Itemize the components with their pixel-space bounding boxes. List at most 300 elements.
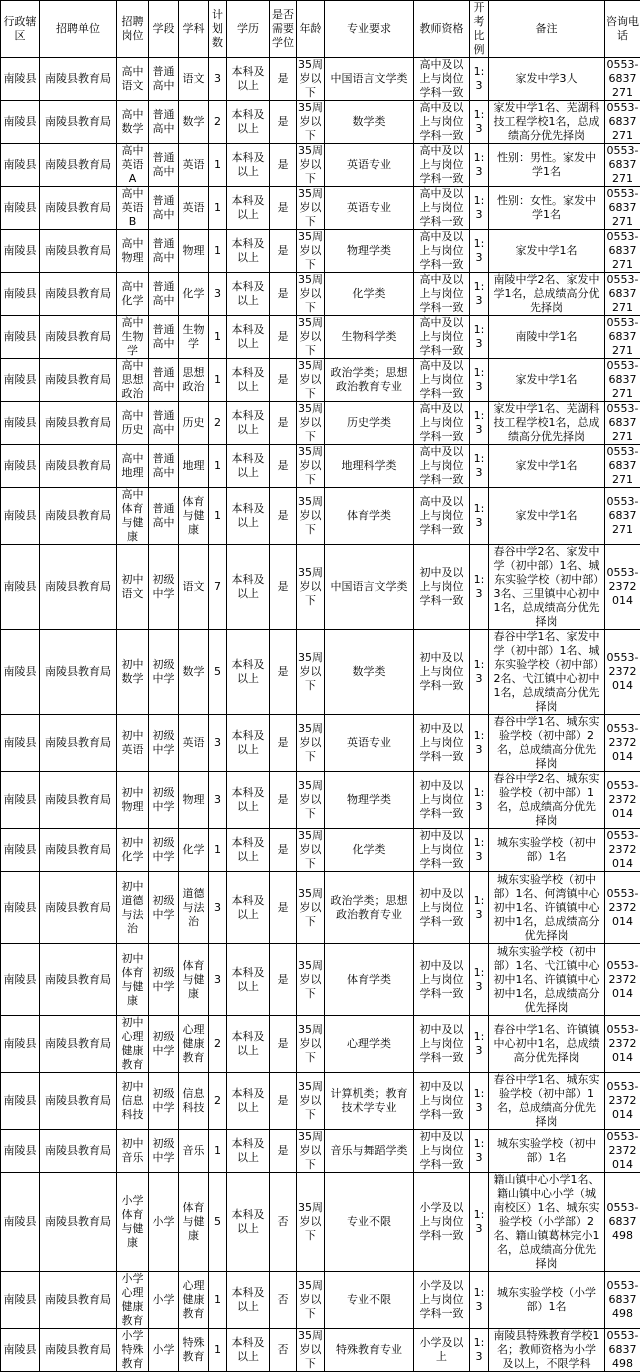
table-cell: 历史 (179, 402, 209, 445)
table-cell: 1:3 (470, 488, 489, 545)
table-cell: 35周岁以下 (297, 144, 325, 187)
table-cell: 南陵县 (1, 829, 40, 872)
table-cell: 1:3 (470, 1016, 489, 1073)
table-cell: 春谷中学2名、城东实验学校（初中部）1名，总成绩高分优先择岗 (489, 772, 605, 829)
table-cell: 35周岁以下 (297, 1016, 325, 1073)
table-cell: 南陵县 (1, 316, 40, 359)
table-cell: 高中语文 (117, 58, 149, 101)
table-cell: 地理 (179, 445, 209, 488)
table-cell: 是 (270, 1016, 297, 1073)
table-cell: 1:3 (470, 1329, 489, 1372)
table-cell: 初中物理 (117, 772, 149, 829)
table-cell: 初级中学 (149, 545, 179, 630)
table-cell: 普通高中 (149, 58, 179, 101)
table-cell: 南陵县 (1, 1272, 40, 1329)
header-cell: 教师资格 (414, 1, 470, 58)
table-cell: 数学 (179, 630, 209, 715)
table-row (1, 715, 640, 772)
table-cell: 1:3 (470, 144, 489, 187)
table-cell: 是 (270, 1130, 297, 1173)
table-cell: 本科及以上 (227, 1073, 270, 1130)
table-cell: 0553-6837271 (605, 316, 640, 359)
table-cell: 地理科学类 (325, 445, 414, 488)
table-cell: 1:3 (470, 187, 489, 230)
table-cell: 是 (270, 230, 297, 273)
table-cell: 1 (209, 187, 227, 230)
table-cell: 本科及以上 (227, 359, 270, 402)
table-cell: 心理健康教育 (179, 1016, 209, 1073)
table-cell: 35周岁以下 (297, 1272, 325, 1329)
table-cell: 音乐与舞蹈学类 (325, 1130, 414, 1173)
header-cell: 专业要求 (325, 1, 414, 58)
table-cell: 0553-6837271 (605, 273, 640, 316)
table-cell: 0553-6837271 (605, 402, 640, 445)
table-cell: 1:3 (470, 772, 489, 829)
table-cell: 35周岁以下 (297, 101, 325, 144)
table-cell: 春谷中学1名、城东实验学校（初中部）2名，总成绩高分优先择岗 (489, 715, 605, 772)
table-cell: 高中及以上与岗位学科一致 (414, 445, 470, 488)
table-cell: 1:3 (470, 1173, 489, 1272)
table-cell: 高中英语B (117, 187, 149, 230)
table-cell: 1:3 (470, 402, 489, 445)
table-cell: 1:3 (470, 630, 489, 715)
table-cell: 2 (209, 101, 227, 144)
table-cell: 0553-2372014 (605, 1016, 640, 1073)
table-cell: 5 (209, 1173, 227, 1272)
table-cell: 35周岁以下 (297, 715, 325, 772)
table-cell: 高中及以上与岗位学科一致 (414, 144, 470, 187)
table-cell: 专业不限 (325, 1272, 414, 1329)
table-cell: 0553-6837498 (605, 1173, 640, 1272)
table-cell: 是 (270, 488, 297, 545)
table-cell: 南陵县教育局 (40, 1016, 117, 1073)
table-cell: 初中音乐 (117, 1130, 149, 1173)
table-cell: 城东实验学校（初中部）1名、何湾镇中心初中1名、许镇镇中心初中1名，总成绩高分优先择岗 (489, 872, 605, 944)
table-cell: 南陵县教育局 (40, 359, 117, 402)
table-cell: 是 (270, 545, 297, 630)
table-cell: 南陵县教育局 (40, 772, 117, 829)
table-cell: 化学类 (325, 273, 414, 316)
table-cell: 生物学 (179, 316, 209, 359)
table-cell: 2 (209, 402, 227, 445)
table-cell: 春谷中学2名、家发中学（初中部）1名、城东实验学校（初中部）3名、三里镇中心初中1名，总成绩高分优先择岗 (489, 545, 605, 630)
table-cell: 南陵县教育局 (40, 187, 117, 230)
table-cell: 数学类 (325, 101, 414, 144)
table-row (1, 944, 640, 1016)
table-cell: 是 (270, 316, 297, 359)
table-cell: 35周岁以下 (297, 359, 325, 402)
table-cell: 物理 (179, 230, 209, 273)
table-cell: 1 (209, 829, 227, 872)
table-cell: 初中及以上与岗位学科一致 (414, 944, 470, 1016)
table-cell: 初中数学 (117, 630, 149, 715)
table-cell: 南陵县教育局 (40, 872, 117, 944)
table-cell: 初级中学 (149, 630, 179, 715)
table-row (1, 772, 640, 829)
table-row (1, 630, 640, 715)
table-cell: 南陵县 (1, 944, 40, 1016)
table-cell: 数学类 (325, 630, 414, 715)
table-cell: 高中及以上与岗位学科一致 (414, 230, 470, 273)
table-cell: 高中及以上与岗位学科一致 (414, 101, 470, 144)
table-cell: 1:3 (470, 1272, 489, 1329)
table-cell: 初中道德与法治 (117, 872, 149, 944)
table-cell: 南陵县 (1, 58, 40, 101)
table-cell: 生物科学类 (325, 316, 414, 359)
table-cell: 本科及以上 (227, 1173, 270, 1272)
table-cell: 南陵县 (1, 402, 40, 445)
table-cell: 道德与法治 (179, 872, 209, 944)
table-cell: 0553-6837271 (605, 144, 640, 187)
table-cell: 英语 (179, 715, 209, 772)
header-cell: 开考比例 (470, 1, 489, 58)
table-cell: 1:3 (470, 1130, 489, 1173)
table-cell: 0553-2372014 (605, 630, 640, 715)
table-cell: 政治学类；思想政治教育专业 (325, 872, 414, 944)
table-cell: 南陵县 (1, 1130, 40, 1173)
table-cell: 0553-2372014 (605, 872, 640, 944)
table-cell: 英语专业 (325, 715, 414, 772)
table-cell: 1 (209, 359, 227, 402)
table-cell: 35周岁以下 (297, 1173, 325, 1272)
table-cell: 1 (209, 488, 227, 545)
table-cell: 是 (270, 630, 297, 715)
table-cell: 南陵县教育局 (40, 402, 117, 445)
table-cell: 英语 (179, 144, 209, 187)
table-cell: 35周岁以下 (297, 1130, 325, 1173)
table-row (1, 1073, 640, 1130)
table-cell: 南陵县教育局 (40, 273, 117, 316)
table-cell: 心理学类 (325, 1016, 414, 1073)
table-cell: 高中生物学 (117, 316, 149, 359)
table-cell: 初级中学 (149, 944, 179, 1016)
table-cell: 是 (270, 402, 297, 445)
table-cell: 35周岁以下 (297, 445, 325, 488)
table-cell: 初中体育与健康 (117, 944, 149, 1016)
table-cell: 本科及以上 (227, 230, 270, 273)
header-cell: 咨询电话 (605, 1, 640, 58)
table-cell: 南陵县 (1, 230, 40, 273)
table-cell: 本科及以上 (227, 488, 270, 545)
table-cell: 初中信息科技 (117, 1073, 149, 1130)
table-cell: 初级中学 (149, 1016, 179, 1073)
table-cell: 1 (209, 445, 227, 488)
table-cell: 化学 (179, 273, 209, 316)
table-cell: 高中英语A (117, 144, 149, 187)
header-row (1, 1, 640, 58)
table-cell: 高中及以上与岗位学科一致 (414, 316, 470, 359)
table-row (1, 829, 640, 872)
header-cell: 计划数 (209, 1, 227, 58)
table-cell: 3 (209, 772, 227, 829)
table-cell: 0553-2372014 (605, 1130, 640, 1173)
table-cell: 0553-6837271 (605, 187, 640, 230)
table-cell: 家发中学1名 (489, 445, 605, 488)
table-cell: 本科及以上 (227, 273, 270, 316)
header-cell: 招聘岗位 (117, 1, 149, 58)
table-cell: 0553-6837271 (605, 359, 640, 402)
table-cell: 0553-6837498 (605, 1329, 640, 1372)
table-cell: 南陵县教育局 (40, 101, 117, 144)
table-cell: 是 (270, 1073, 297, 1130)
table-cell: 初级中学 (149, 872, 179, 944)
table-cell: 计算机类；教育技术学专业 (325, 1073, 414, 1130)
table-cell: 3 (209, 872, 227, 944)
table-cell: 语文 (179, 58, 209, 101)
table-cell: 音乐 (179, 1130, 209, 1173)
table-cell: 初中及以上与岗位学科一致 (414, 872, 470, 944)
table-cell: 初中及以上与岗位学科一致 (414, 1073, 470, 1130)
table-cell: 城东实验学校（小学部）1名 (489, 1272, 605, 1329)
table-cell: 体育与健康 (179, 488, 209, 545)
table-cell: 初级中学 (149, 1073, 179, 1130)
table-cell: 南陵县 (1, 101, 40, 144)
table-row (1, 144, 640, 187)
table-cell: 南陵县教育局 (40, 144, 117, 187)
table-cell: 高中历史 (117, 402, 149, 445)
table-cell: 心理健康教育 (179, 1272, 209, 1329)
table-row (1, 445, 640, 488)
table-row (1, 359, 640, 402)
table-cell: 小学特殊教育 (117, 1329, 149, 1372)
table-cell: 初中及以上与岗位学科一致 (414, 545, 470, 630)
table-cell: 2 (209, 1016, 227, 1073)
table-cell: 家发中学1名 (489, 488, 605, 545)
table-cell: 35周岁以下 (297, 230, 325, 273)
table-cell: 本科及以上 (227, 715, 270, 772)
table-cell: 35周岁以下 (297, 58, 325, 101)
table-cell: 0553-6837271 (605, 58, 640, 101)
table-cell: 是 (270, 715, 297, 772)
table-cell: 1:3 (470, 715, 489, 772)
table-cell: 是 (270, 829, 297, 872)
header-cell: 年龄 (297, 1, 325, 58)
table-cell: 南陵县 (1, 630, 40, 715)
table-cell: 0553-2372014 (605, 715, 640, 772)
table-cell: 南陵县教育局 (40, 1329, 117, 1372)
table-cell: 1:3 (470, 273, 489, 316)
table-cell: 3 (209, 944, 227, 1016)
table-cell: 高中体育与健康 (117, 488, 149, 545)
table-cell: 1:3 (470, 58, 489, 101)
table-cell: 本科及以上 (227, 1130, 270, 1173)
table-cell: 0553-2372014 (605, 829, 640, 872)
table-cell: 初中语文 (117, 545, 149, 630)
table-cell: 1 (209, 144, 227, 187)
table-cell: 是 (270, 944, 297, 1016)
table-cell: 0553-2372014 (605, 944, 640, 1016)
table-cell: 特殊教育 (179, 1329, 209, 1372)
table-cell: 1 (209, 1329, 227, 1372)
table-cell: 高中思想政治 (117, 359, 149, 402)
table-cell: 小学体育与健康 (117, 1173, 149, 1272)
table-cell: 家发中学1名 (489, 230, 605, 273)
table-cell: 35周岁以下 (297, 187, 325, 230)
table-cell: 是 (270, 445, 297, 488)
table-cell: 高中及以上与岗位学科一致 (414, 488, 470, 545)
table-cell: 物理 (179, 772, 209, 829)
table-row (1, 58, 640, 101)
table-cell: 南陵县 (1, 359, 40, 402)
table-cell: 本科及以上 (227, 1016, 270, 1073)
table-cell: 专业不限 (325, 1173, 414, 1272)
table-cell: 3 (209, 273, 227, 316)
table-cell: 初级中学 (149, 772, 179, 829)
table-cell: 南陵县教育局 (40, 630, 117, 715)
table-cell: 1:3 (470, 101, 489, 144)
table-cell: 春谷中学1名、家发中学（初中部）1名、城东实验学校（初中部）2名、弋江镇中心初中1名，总成绩高分优先择岗 (489, 630, 605, 715)
table-row (1, 316, 640, 359)
table-cell: 0553-6837271 (605, 445, 640, 488)
table-row (1, 273, 640, 316)
table-cell: 南陵县教育局 (40, 1173, 117, 1272)
table-cell: 普通高中 (149, 402, 179, 445)
table-cell: 35周岁以下 (297, 402, 325, 445)
table-cell: 南陵县 (1, 488, 40, 545)
table-cell: 初中及以上与岗位学科一致 (414, 1016, 470, 1073)
table-cell: 城东实验学校（初中部）1名 (489, 1130, 605, 1173)
table-cell: 本科及以上 (227, 445, 270, 488)
table-cell: 35周岁以下 (297, 488, 325, 545)
table-cell: 南陵县 (1, 772, 40, 829)
table-cell: 是 (270, 273, 297, 316)
table-row (1, 1329, 640, 1372)
table-cell: 体育学类 (325, 944, 414, 1016)
table-cell: 1:3 (470, 829, 489, 872)
table-cell: 南陵县 (1, 445, 40, 488)
table-cell: 中国语言文学类 (325, 58, 414, 101)
table-cell: 语文 (179, 545, 209, 630)
table-cell: 南陵县教育局 (40, 488, 117, 545)
table-cell: 3 (209, 58, 227, 101)
table-cell: 本科及以上 (227, 872, 270, 944)
table-cell: 普通高中 (149, 273, 179, 316)
table-cell: 本科及以上 (227, 58, 270, 101)
table-cell: 南陵县 (1, 1173, 40, 1272)
table-cell: 初中及以上与岗位学科一致 (414, 772, 470, 829)
table-cell: 是 (270, 187, 297, 230)
table-row (1, 1016, 640, 1073)
table-cell: 英语专业 (325, 187, 414, 230)
table-cell: 本科及以上 (227, 630, 270, 715)
table-cell: 南陵县教育局 (40, 545, 117, 630)
table-cell: 南陵县教育局 (40, 445, 117, 488)
table-cell: 南陵县 (1, 1016, 40, 1073)
table-row (1, 1272, 640, 1329)
table-cell: 本科及以上 (227, 144, 270, 187)
table-cell: 思想政治 (179, 359, 209, 402)
table-cell: 35周岁以下 (297, 630, 325, 715)
table-row (1, 1130, 640, 1173)
table-cell: 是 (270, 58, 297, 101)
table-cell: 本科及以上 (227, 1272, 270, 1329)
table-cell: 籍山镇中心小学1名、籍山镇中心小学（城南校区）1名、城东实验学校（小学部）2名、籍山镇葛林完小1名，总成绩高分优先择岗 (489, 1173, 605, 1272)
table-cell: 体育与健康 (179, 944, 209, 1016)
table-cell: 高中数学 (117, 101, 149, 144)
table-cell: 本科及以上 (227, 402, 270, 445)
table-cell: 家发中学1名 (489, 359, 605, 402)
table-cell: 35周岁以下 (297, 1073, 325, 1130)
table-cell: 是 (270, 144, 297, 187)
table-cell: 35周岁以下 (297, 545, 325, 630)
table-cell: 初中及以上与岗位学科一致 (414, 829, 470, 872)
table-cell: 体育学类 (325, 488, 414, 545)
table-cell: 普通高中 (149, 445, 179, 488)
table-cell: 高中及以上与岗位学科一致 (414, 187, 470, 230)
table-cell: 初中及以上与岗位学科一致 (414, 630, 470, 715)
table-cell: 1:3 (470, 230, 489, 273)
table-cell: 初中及以上与岗位学科一致 (414, 715, 470, 772)
table-row (1, 872, 640, 944)
header-cell: 学段 (149, 1, 179, 58)
table-cell: 南陵县教育局 (40, 1130, 117, 1173)
table-cell: 本科及以上 (227, 101, 270, 144)
table-cell: 1 (209, 316, 227, 359)
table-row (1, 488, 640, 545)
table-cell: 是 (270, 101, 297, 144)
table-cell: 0553-2372014 (605, 1073, 640, 1130)
table-cell: 高中物理 (117, 230, 149, 273)
table-cell: 家发中学1名、芜湖科技工程学校1名，总成绩高分优先择岗 (489, 101, 605, 144)
table-cell: 初中化学 (117, 829, 149, 872)
table-row (1, 230, 640, 273)
table-body (1, 58, 640, 1372)
table-cell: 小学 (149, 1173, 179, 1272)
table-cell: 南陵县教育局 (40, 316, 117, 359)
table-cell: 本科及以上 (227, 1329, 270, 1372)
table-cell: 家发中学3人 (489, 58, 605, 101)
table-cell: 高中地理 (117, 445, 149, 488)
table-cell: 城东实验学校（初中部）1名、弋江镇中心初中1名、许镇镇中心初中1名，总成绩高分优先择岗 (489, 944, 605, 1016)
table-cell: 35周岁以下 (297, 829, 325, 872)
table-cell: 35周岁以下 (297, 273, 325, 316)
table-cell: 南陵县教育局 (40, 230, 117, 273)
table-cell: 本科及以上 (227, 944, 270, 1016)
table-cell: 小学及以上与岗位学科一致 (414, 1173, 470, 1272)
table-cell: 35周岁以下 (297, 1329, 325, 1372)
table-cell: 否 (270, 1272, 297, 1329)
table-cell: 南陵县教育局 (40, 829, 117, 872)
table-cell: 初中心理健康教育 (117, 1016, 149, 1073)
table-cell: 本科及以上 (227, 545, 270, 630)
table-cell: 初级中学 (149, 715, 179, 772)
table-cell: 家发中学1名、芜湖科技工程学校1名，总成绩高分优先择岗 (489, 402, 605, 445)
table-cell: 春谷中学1名、许镇镇中心初中1名，总成绩高分优先择岗 (489, 1016, 605, 1073)
table-cell: 本科及以上 (227, 187, 270, 230)
table-cell: 1:3 (470, 944, 489, 1016)
table-cell: 本科及以上 (227, 316, 270, 359)
table-cell: 1:3 (470, 1073, 489, 1130)
table-cell: 性别：男性。家发中学1名 (489, 144, 605, 187)
table-cell: 英语 (179, 187, 209, 230)
table-cell: 南陵县教育局 (40, 944, 117, 1016)
table-cell: 小学及以上与岗位学科一致 (414, 1272, 470, 1329)
table-cell: 高中及以上与岗位学科一致 (414, 359, 470, 402)
table-cell: 高中及以上与岗位学科一致 (414, 273, 470, 316)
table-cell: 1:3 (470, 359, 489, 402)
table-cell: 历史学类 (325, 402, 414, 445)
table-cell: 7 (209, 545, 227, 630)
table-row (1, 402, 640, 445)
table-cell: 政治学类；思想政治教育专业 (325, 359, 414, 402)
header-cell: 行政辖区 (1, 1, 40, 58)
table-cell: 南陵县 (1, 144, 40, 187)
table-cell: 南陵县教育局 (40, 1073, 117, 1130)
table-cell: 性别：女性。家发中学1名 (489, 187, 605, 230)
table-cell: 普通高中 (149, 144, 179, 187)
table-cell: 35周岁以下 (297, 944, 325, 1016)
table-cell: 是 (270, 872, 297, 944)
